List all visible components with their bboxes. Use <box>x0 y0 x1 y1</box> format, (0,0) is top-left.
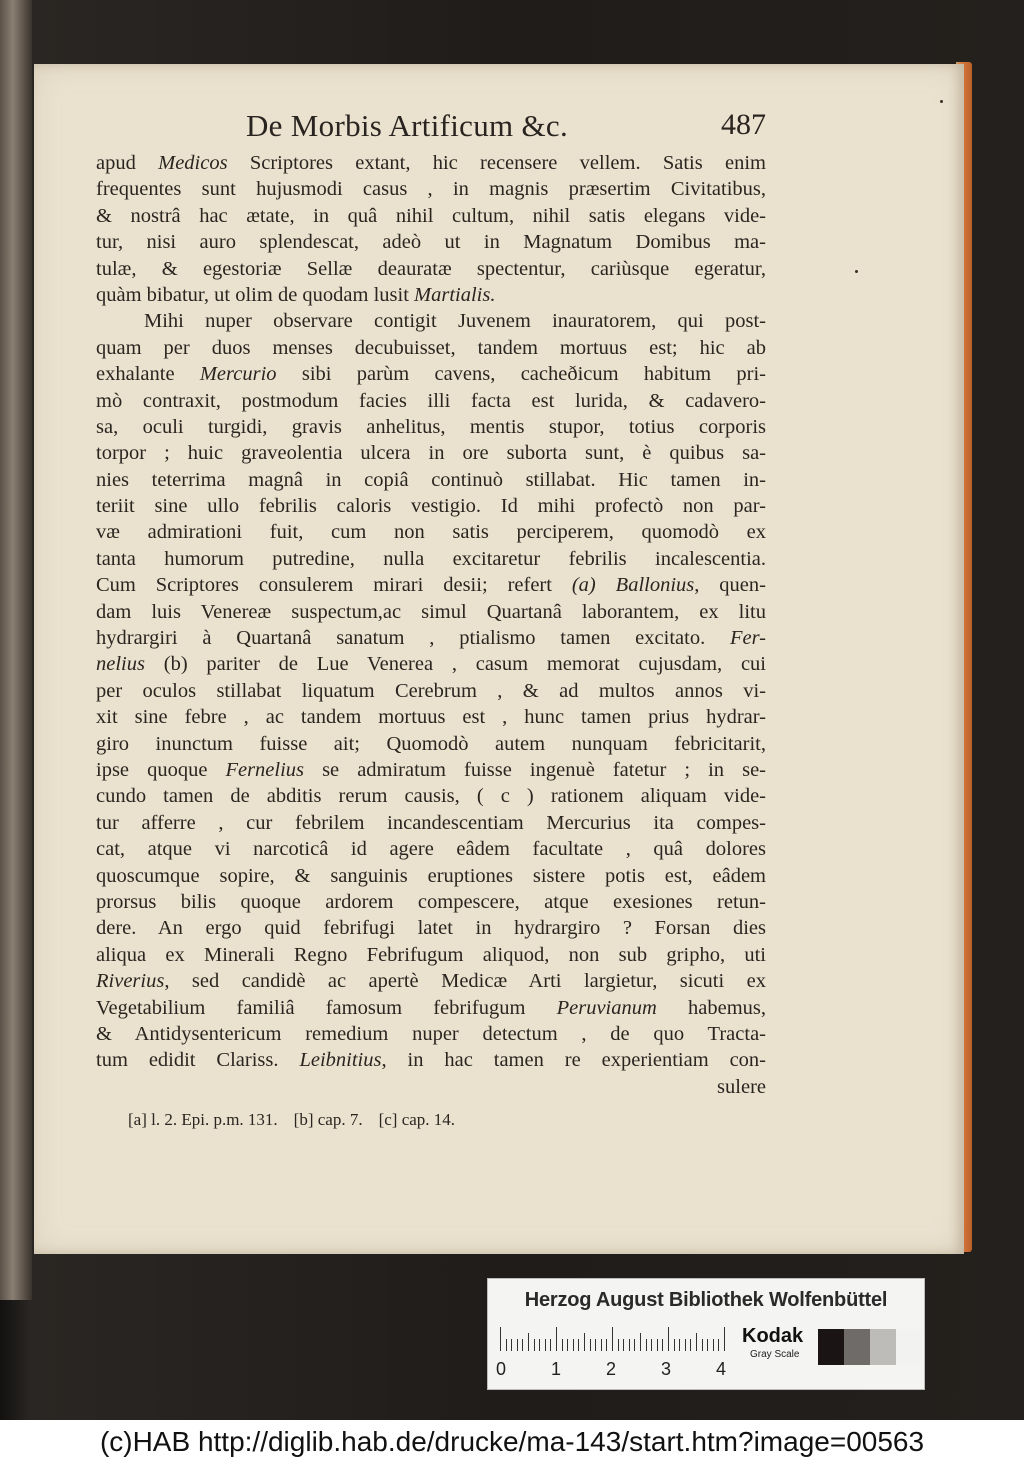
text-line <box>96 625 766 651</box>
ruler-tick <box>724 1327 725 1351</box>
text-segment: Mercurio <box>199 363 277 386</box>
text-line <box>96 810 766 836</box>
ruler-number: 2 <box>606 1359 617 1379</box>
text-segment: tum edidit Clariss. <box>96 1049 300 1072</box>
text-line <box>96 361 766 387</box>
text-segment: tanta humorum putredine, nulla excitaretur febrilis incalescentia. <box>96 547 766 570</box>
text-segment: tur afferre , cur febrilem incandescentiam Mercurius ita compes- <box>96 811 766 834</box>
ruler-tick <box>690 1339 691 1351</box>
text-segment: tulæ, & egestoriæ Sellæ deauratæ spectentur, cariùsque egeratur, <box>96 257 766 280</box>
footnote: [b] cap. 7. <box>293 1110 363 1129</box>
text-line <box>96 836 766 862</box>
source-url[interactable]: (c)HAB http://diglib.hab.de/drucke/ma-143/start.htm?image=00563 <box>99 1426 925 1457</box>
gray-patch <box>896 1329 922 1365</box>
text-line <box>96 757 766 783</box>
ruler-number: 3 <box>661 1359 672 1379</box>
text-segment: aliqua ex Minerali Regno Febrifugum aliquod, non sub gripho, uti <box>96 943 766 966</box>
text-segment: per oculos stillabat liquatum Cerebrum , & ad multos annos vi- <box>96 679 766 702</box>
text-line <box>96 467 766 493</box>
ruler-tick <box>506 1339 507 1351</box>
text-line <box>96 915 766 941</box>
ruler-tick <box>623 1339 624 1351</box>
ruler-tick <box>662 1339 663 1351</box>
text-line <box>96 599 766 625</box>
ruler-tick <box>528 1333 529 1351</box>
ruler-tick <box>702 1339 703 1351</box>
text-line <box>96 889 766 915</box>
text-segment: & Antidysentericum remedium nuper detectum , de quo Tracta- <box>96 1022 766 1045</box>
text-segment: Mihi nuper observare contigit Juvenem inauratorem, qui post- <box>144 310 766 333</box>
ruler-tick <box>517 1339 518 1351</box>
text-segment: teriit sine ullo febrilis caloris vestigio. Id mihi profectò non par- <box>96 495 766 518</box>
card-title: Herzog August Bibliothek Wolfenbüttel <box>524 1289 888 1311</box>
text-segment: Fer- <box>729 627 766 650</box>
ruler-tick <box>612 1327 613 1351</box>
text-segment: giro inunctum fuisse ait; Quomodò autem nunquam febricitarit, <box>96 732 766 755</box>
text-line <box>96 731 766 757</box>
text-segment: Leibnitius <box>299 1049 382 1072</box>
text-line <box>96 388 766 414</box>
ruler-tick <box>668 1327 669 1351</box>
ruler-tick <box>578 1339 579 1351</box>
text-segment: nies teterrima magnâ in copiâ continuò stillabat. Hic tamen in- <box>96 468 766 491</box>
kodak-gray-scale-label: Gray Scale <box>750 1349 800 1360</box>
text-segment: exhalante <box>96 363 200 386</box>
ruler-tick <box>556 1327 557 1351</box>
text-line <box>96 203 766 229</box>
text-line <box>96 440 766 466</box>
gray-patch <box>870 1329 896 1365</box>
text-segment: væ admirationi fuit, cum non satis perciperem, quomodò ex <box>96 521 766 544</box>
ruler-tick <box>550 1339 551 1351</box>
ruler-tick <box>674 1339 675 1351</box>
text-segment: sulere <box>717 1075 766 1098</box>
text-line <box>96 704 766 730</box>
ruler-tick <box>567 1339 568 1351</box>
ruler-tick <box>500 1327 501 1351</box>
ink-speck <box>855 270 858 273</box>
color-calibration-card <box>487 1278 925 1390</box>
text-segment: , quen- <box>694 574 766 597</box>
ruler-tick <box>707 1339 708 1351</box>
text-line <box>96 308 766 334</box>
text-segment: tur, nisi auro splendescat, adeò ut in Magnatum Domibus ma- <box>96 231 766 254</box>
ruler-number: 0 <box>496 1359 507 1379</box>
text-segment: Riverius <box>96 970 165 993</box>
ink-speck <box>940 100 943 103</box>
ruler-number: 4 <box>716 1359 727 1379</box>
ruler-tick <box>534 1339 535 1351</box>
footnotes <box>128 1110 648 1130</box>
text-line <box>96 493 766 519</box>
text-line <box>96 863 766 889</box>
text-segment: sa, oculi turgidi, gravis anhelitus, mentis stupor, totius corporis <box>96 415 766 438</box>
ruler-tick <box>539 1339 540 1351</box>
text-segment: sibi parùm cavens, cacheðicum habitum pri- <box>276 363 766 386</box>
ruler-tick <box>679 1339 680 1351</box>
ruler-tick <box>584 1333 585 1351</box>
text-segment: Scriptores extant, hic recensere vellem. Satis enim <box>227 152 766 174</box>
ruler-tick <box>522 1339 523 1351</box>
text-segment: habemus, <box>656 996 766 1019</box>
ruler-tick <box>562 1339 563 1351</box>
text-line <box>96 256 766 282</box>
text-segment: se admiratum fuisse ingenuè fatetur ; in se- <box>304 758 766 781</box>
text-segment: dere. An ergo quid febrifugi latet in hydrargiro ? Forsan dies <box>96 917 766 940</box>
text-segment: torpor ; huic graveolentia ulcera in ore suborta sunt, è quibus sa- <box>96 442 766 465</box>
ruler-tick <box>545 1339 546 1351</box>
body-text <box>96 150 766 1100</box>
ruler-tick <box>685 1339 686 1351</box>
text-line <box>96 1021 766 1047</box>
text-segment: cundo tamen de abditis rerum causis, ( c ) rationem aliquam vide- <box>96 785 766 808</box>
text-segment: Cum Scriptores consulerem mirari desii; refert <box>96 574 572 597</box>
ruler <box>500 1327 730 1351</box>
ruler-tick <box>651 1339 652 1351</box>
ruler-tick <box>713 1339 714 1351</box>
text-segment: & nostrâ hac ætate, in quâ nihil cultum, nihil satis elegans vide- <box>96 204 766 227</box>
text-line <box>96 783 766 809</box>
footnote: [a] l. 2. Epi. p.m. 131. <box>128 1110 278 1129</box>
text-line <box>96 1047 766 1073</box>
ruler-number: 1 <box>551 1359 562 1379</box>
footnote: [c] cap. 14. <box>378 1110 456 1129</box>
text-line <box>96 414 766 440</box>
ruler-tick <box>590 1339 591 1351</box>
gray-patch <box>844 1329 870 1365</box>
text-line <box>96 519 766 545</box>
text-line <box>96 1074 766 1100</box>
page-header <box>246 108 766 148</box>
running-title: De Morbis Artificum &c. <box>246 108 569 143</box>
text-segment: frequentes sunt hujusmodi casus , in magnis præsertim Civitatibus, <box>96 178 766 201</box>
text-line <box>96 995 766 1021</box>
text-line <box>96 942 766 968</box>
text-segment: (a) Ballonius <box>571 574 695 597</box>
text-line <box>96 678 766 704</box>
text-segment: Medicos <box>158 152 228 174</box>
text-line <box>96 229 766 255</box>
text-line <box>96 546 766 572</box>
ruler-tick <box>657 1339 658 1351</box>
ruler-tick <box>601 1339 602 1351</box>
ruler-tick <box>573 1339 574 1351</box>
text-line <box>96 282 766 308</box>
text-line <box>96 335 766 361</box>
text-segment: mò contraxit, postmodum facies illi facta est lurida, & cadavero- <box>96 389 766 412</box>
ruler-tick <box>606 1339 607 1351</box>
text-segment: cat, atque vi narcoticâ id agere eâdem facultate , quâ dolores <box>96 838 766 861</box>
text-segment: apud <box>96 152 159 174</box>
ruler-tick <box>646 1339 647 1351</box>
text-segment: Martialis. <box>414 283 496 306</box>
text-segment: hydrargiri à Quartanâ sanatum , ptialismo tamen excitato. <box>96 627 730 650</box>
ruler-tick <box>634 1339 635 1351</box>
ruler-tick <box>511 1339 512 1351</box>
text-segment: nelius <box>96 653 145 676</box>
text-segment: quam per duos menses decubuisset, tandem mortuus est; hic ab <box>96 336 766 359</box>
text-segment: dam luis Venereæ suspectum,ac simul Quartanâ laborantem, ex litu <box>96 600 766 623</box>
ruler-tick <box>718 1339 719 1351</box>
kodak-logo: Kodak <box>742 1325 804 1347</box>
text-line <box>96 651 766 677</box>
text-segment: Fernelius <box>225 758 305 781</box>
ruler-tick <box>696 1333 697 1351</box>
text-segment: ipse quoque <box>96 758 226 781</box>
url-footer <box>0 1420 1024 1470</box>
ruler-tick <box>595 1339 596 1351</box>
ruler-tick <box>640 1333 641 1351</box>
text-line <box>96 968 766 994</box>
text-line <box>96 572 766 598</box>
text-segment: Peruvianum <box>556 996 657 1019</box>
text-segment: quoscumque sopire, & sanguinis eruptiones sistere potis est, eâdem <box>96 864 766 887</box>
text-segment: , in hac tamen re experientiam con- <box>381 1049 766 1072</box>
text-line <box>96 150 766 176</box>
text-segment: , sed candidè ac apertè Medicæ Arti largietur, sicuti ex <box>164 970 766 993</box>
text-segment: xit sine febre , ac tandem mortuus est , hunc tamen prius hydrar- <box>96 706 766 729</box>
gray-patch <box>818 1329 844 1365</box>
ruler-tick <box>618 1339 619 1351</box>
ruler-tick <box>629 1339 630 1351</box>
page-number: 487 <box>721 108 766 141</box>
text-segment: quàm bibatur, ut olim de quodam lusit <box>96 283 415 306</box>
text-segment: Vegetabilium familiâ famosum febrifugum <box>96 996 557 1019</box>
book-spine <box>0 0 32 1300</box>
text-segment: prorsus bilis quoque ardorem compescere, atque exesiones retun- <box>96 890 766 913</box>
text-line <box>96 176 766 202</box>
text-segment: (b) pariter de Lue Venerea , casum memorat cujusdam, cui <box>144 653 766 676</box>
